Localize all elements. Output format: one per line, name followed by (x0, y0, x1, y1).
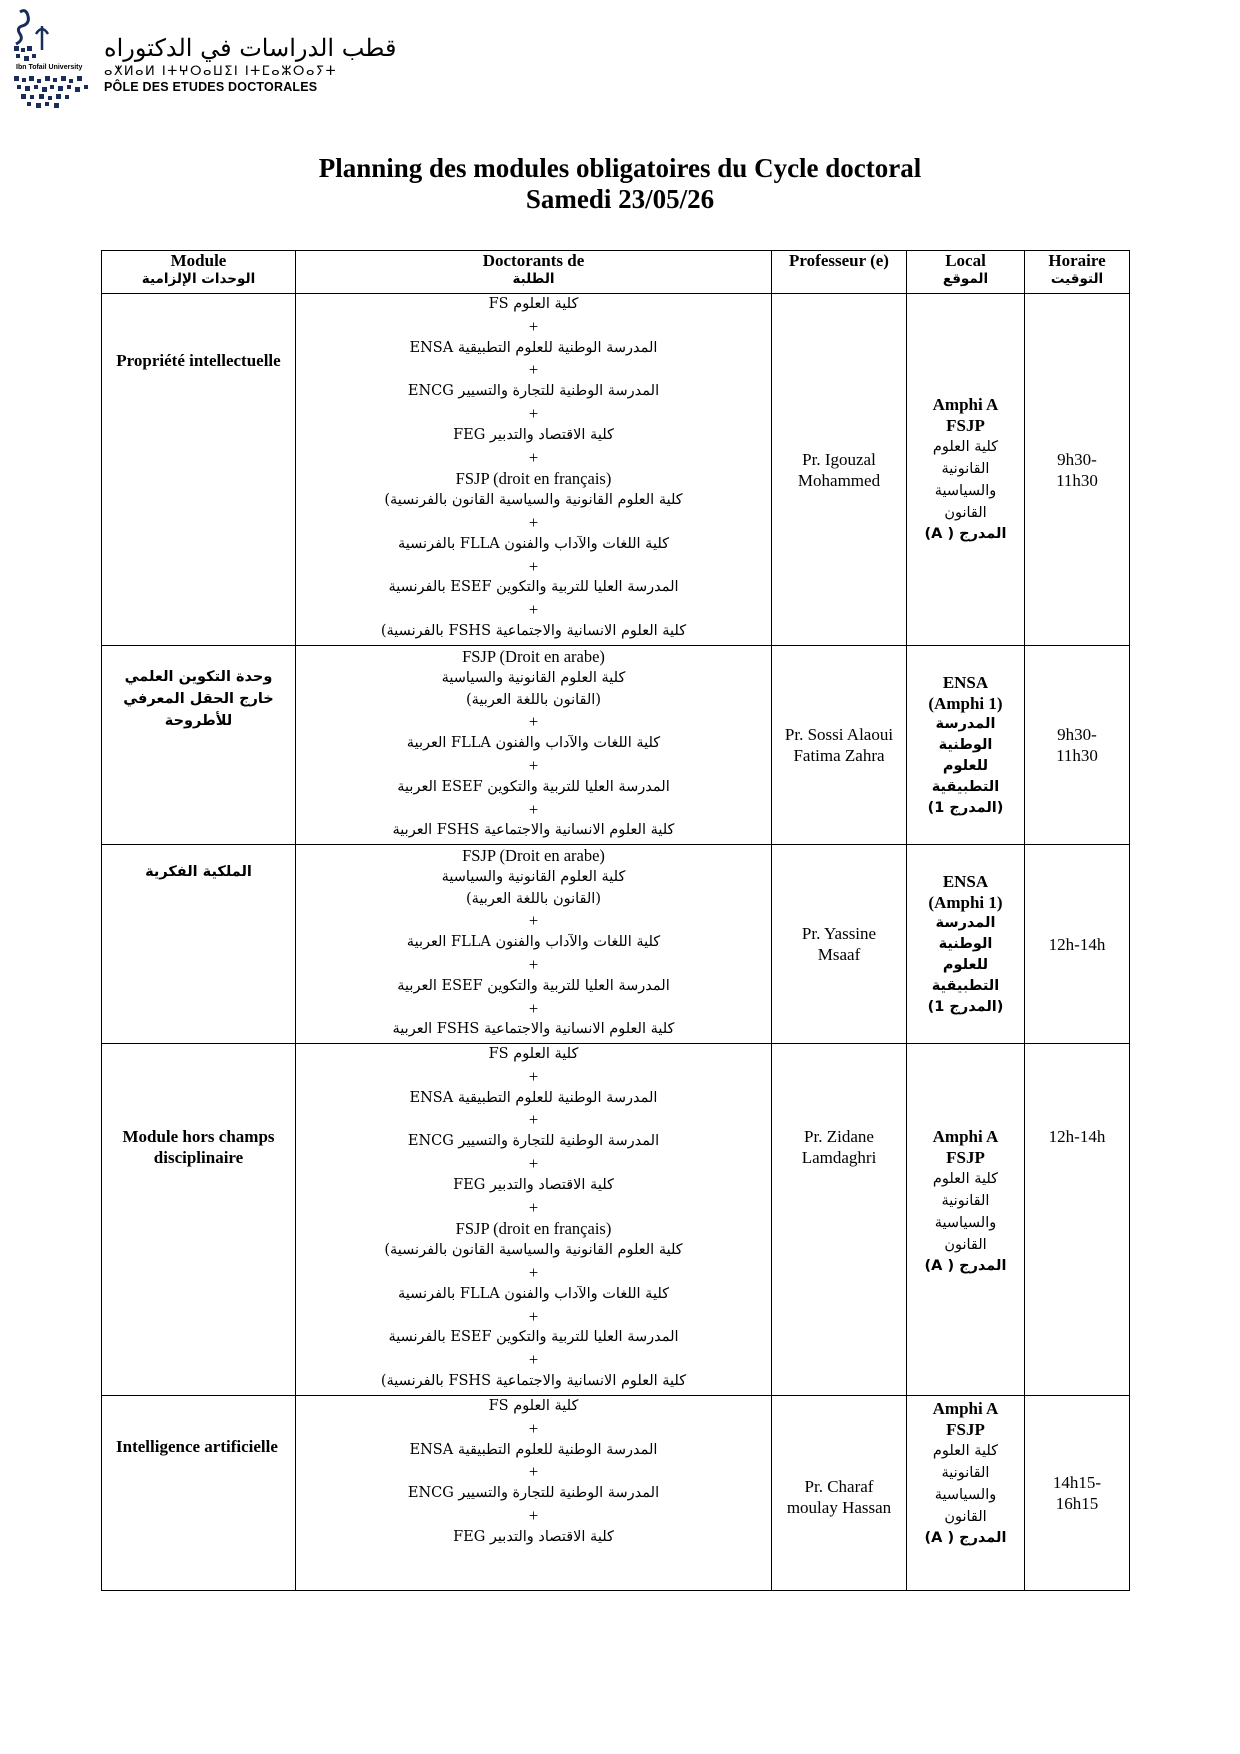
doctorants-line: + (528, 1418, 539, 1438)
doctorants-line: كلية العلوم القانونية والسياسية (441, 669, 626, 686)
doctorants-line: + (528, 954, 539, 974)
local-cell (907, 1396, 1025, 1591)
doctorants-line: FSJP (droit en français) (455, 1219, 612, 1239)
doctorants-cell (296, 1396, 772, 1591)
local-cell (907, 845, 1025, 1044)
doctorants-line: كلية العلوم القانونية والسياسية (441, 868, 626, 885)
professeur-name: Pr. Charaf moulay Hassan (786, 1477, 892, 1517)
doctorants-line: (القانون باللغة العربية) (466, 890, 601, 907)
doctorants-line: كلية العلوم FS (488, 296, 579, 312)
doctorants-line: + (528, 512, 539, 532)
professeur-name: Pr. Yassine Msaaf (801, 924, 877, 964)
table-row (102, 1044, 1130, 1396)
module-cell (102, 294, 296, 646)
header-local: Local الموقع (907, 251, 1025, 294)
doctorants-line: + (528, 360, 539, 380)
doctorants-line: + (528, 1262, 539, 1282)
doctorants-line: كلية العلوم FS (488, 1398, 579, 1414)
professeur-cell (772, 294, 907, 646)
table-row (102, 845, 1130, 1044)
horaire-cell (1025, 1396, 1130, 1591)
doctorants-line: + (528, 1197, 539, 1217)
local-arabic: كلية العلوم القانونية والسياسية القانون (932, 1171, 999, 1253)
doctorants-line: + (528, 1306, 539, 1326)
doctorants-line: + (528, 447, 539, 467)
doctorants-line: + (528, 712, 539, 732)
logo-university-name: Ibn Tofail University (16, 64, 83, 71)
doctorants-line: المدرسة الوطنية للعلوم التطبيقية ENSA (409, 339, 658, 356)
doctorants-line: + (528, 600, 539, 620)
doctorants-line: + (528, 911, 539, 931)
local-main: Amphi A FSJP (932, 1399, 999, 1439)
table-row (102, 646, 1130, 845)
header-module: Module الوحدات الإلزامية (102, 251, 296, 294)
local-main: Amphi A FSJP (932, 395, 999, 435)
doctorants-cell (296, 1044, 772, 1396)
doctorants-line: + (528, 1462, 539, 1482)
table-row (102, 294, 1130, 646)
professeur-cell (772, 646, 907, 845)
logo-arabic-name: قطب الدراسات في الدكتوراه (104, 34, 397, 62)
horaire-cell (1025, 845, 1130, 1044)
local-arabic-bold: المدرج ( A) (924, 1530, 1007, 1546)
doctorants-line: المدرسة الوطنية للعلوم التطبيقية ENSA (409, 1089, 658, 1106)
horaire-value: 12h-14h (1048, 1127, 1106, 1146)
doctorants-line: كلية الاقتصاد والتدبير FEG (453, 426, 614, 443)
doctorants-line: كلية العلوم FS (488, 1046, 579, 1062)
horaire-value: 9h30-11h30 (1056, 449, 1098, 490)
horaire-value: 14h15-16h15 (1052, 1473, 1102, 1513)
doctorants-line: (القانون باللغة العربية) (466, 691, 601, 708)
local-main: ENSA (Amphi 1) (928, 871, 1003, 912)
local-main: ENSA (Amphi 1) (928, 672, 1003, 713)
professeur-name: Pr. Zidane Lamdaghri (801, 1127, 877, 1167)
doctorants-line: المدرسة العليا للتربية والتكوين ESEF بالفرنسية (388, 1329, 679, 1346)
table-row (102, 1396, 1130, 1591)
doctorants-line: كلية الاقتصاد والتدبير FEG (453, 1528, 614, 1545)
doctorants-list (296, 294, 771, 643)
doctorants-line: المدرسة العليا للتربية والتكوين ESEF بالفرنسية (388, 579, 679, 596)
doctorants-line: + (528, 403, 539, 423)
doctorants-cell (296, 845, 772, 1044)
local-main: Amphi A FSJP (932, 1127, 999, 1167)
professeur-name: Pr. Igouzal Mohammed (797, 449, 881, 490)
header-doctorants: Doctorants de الطلبة (296, 251, 772, 294)
professeur-cell (772, 845, 907, 1044)
horaire-cell (1025, 294, 1130, 646)
local-arabic: كلية العلوم القانونية والسياسية القانون (932, 1443, 999, 1525)
doctorants-line: كلية العلوم الانسانية والاجتماعية FSHS العربية (392, 822, 675, 839)
doctorants-line: + (528, 1350, 539, 1370)
schedule-table (101, 250, 1130, 1591)
module-name: Module hors champs disciplinaire (122, 1127, 275, 1167)
university-logo (12, 6, 397, 110)
doctorants-line: كلية العلوم الانسانية والاجتماعية FSHS بالفرنسية) (380, 1372, 687, 1389)
doctorants-line: المدرسة الوطنية للعلوم التطبيقية ENSA (409, 1441, 658, 1458)
logo-tifinagh-name: ⴰⵅⵍⴰⵍ ⵏⵜⵖⵔⴰⵡⵉⵏ ⵏⵜⵎⴰⵣⵔⴰⵢⵜ (104, 64, 338, 79)
doctorants-line: كلية العلوم القانونية والسياسية القانون بالفرنسية) (384, 1242, 683, 1259)
header-professeur: Professeur (e) (772, 251, 907, 294)
doctorants-line: المدرسة الوطنية للتجارة والتسيير ENCG (407, 383, 660, 400)
local-arabic-bold: المدرسة الوطنية للعلوم التطبيقية (المدرج 1) (927, 715, 1004, 816)
doctorants-line: كلية العلوم الانسانية والاجتماعية FSHS العربية (392, 1021, 675, 1038)
doctorants-line: + (528, 998, 539, 1018)
module-cell (102, 845, 296, 1044)
module-name: Intelligence artificielle (116, 1437, 278, 1456)
doctorants-line: كلية العلوم الانسانية والاجتماعية FSHS بالفرنسية) (380, 622, 687, 639)
module-cell (102, 646, 296, 845)
doctorants-list (296, 845, 771, 1041)
doctorants-line: المدرسة العليا للتربية والتكوين ESEF العربية (397, 778, 670, 795)
doctorants-line: + (528, 1153, 539, 1173)
module-name: Propriété intellectuelle (116, 351, 281, 370)
horaire-cell (1025, 1044, 1130, 1396)
doctorants-line: + (528, 1110, 539, 1130)
doctorants-line: FSJP (Droit en arabe) (462, 846, 605, 865)
module-name: الملكية الفكرية (145, 864, 252, 880)
doctorants-line: كلية اللغات والآداب والفنون FLLA بالفرنسية (397, 1285, 670, 1302)
logo-mark-icon (12, 6, 96, 110)
module-cell (102, 1044, 296, 1396)
doctorants-line: + (528, 799, 539, 819)
doctorants-line: + (528, 1066, 539, 1086)
doctorants-cell (296, 294, 772, 646)
logo-french-name: PÔLE DES ETUDES DOCTORALES (104, 80, 318, 94)
doctorants-line: كلية اللغات والآداب والفنون FLLA بالفرنسية (397, 535, 670, 552)
local-cell (907, 294, 1025, 646)
doctorants-line: المدرسة العليا للتربية والتكوين ESEF العربية (397, 977, 670, 994)
doctorants-line: كلية العلوم القانونية والسياسية القانون بالفرنسية) (384, 492, 683, 509)
module-name: وحدة التكوين العلمي خارج الحقل المعرفي للأطروحة (123, 669, 274, 729)
page-title: Planning des modules obligatoires du Cycle doctoral (318, 153, 922, 183)
local-arabic-bold: المدرج ( A) (924, 1258, 1007, 1274)
doctorants-line: المدرسة الوطنية للتجارة والتسيير ENCG (407, 1485, 660, 1502)
module-cell (102, 1396, 296, 1591)
horaire-cell (1025, 646, 1130, 845)
local-arabic-bold: المدرسة الوطنية للعلوم التطبيقية (المدرج 1) (927, 914, 1004, 1015)
local-arabic-bold: المدرج ( A) (924, 526, 1007, 542)
header-horaire: Horaire التوقيت (1025, 251, 1130, 294)
doctorants-line: FSJP (droit en français) (455, 469, 612, 489)
local-arabic: كلية العلوم القانونية والسياسية القانون (932, 439, 999, 521)
doctorants-list (296, 1396, 771, 1549)
doctorants-line: + (528, 556, 539, 576)
professeur-cell (772, 1396, 907, 1591)
doctorants-list (296, 646, 771, 842)
professeur-name: Pr. Sossi Alaoui Fatima Zahra (784, 725, 894, 765)
doctorants-line: + (528, 755, 539, 775)
doctorants-line: FSJP (Droit en arabe) (462, 647, 605, 666)
doctorants-line: كلية الاقتصاد والتدبير FEG (453, 1176, 614, 1193)
horaire-value: 12h-14h (1048, 934, 1106, 954)
doctorants-line: المدرسة الوطنية للتجارة والتسيير ENCG (407, 1133, 660, 1150)
doctorants-cell (296, 646, 772, 845)
doctorants-line: كلية اللغات والآداب والفنون FLLA العربية (406, 934, 661, 951)
local-cell (907, 1044, 1025, 1396)
doctorants-list (296, 1044, 771, 1393)
doctorants-line: + (528, 316, 539, 336)
professeur-cell (772, 1044, 907, 1396)
page-subtitle-date: Samedi 23/05/26 (525, 184, 715, 214)
local-cell (907, 646, 1025, 845)
horaire-value: 9h30-11h30 (1056, 725, 1098, 765)
doctorants-line: + (528, 1505, 539, 1525)
table-header-row (102, 251, 1130, 294)
doctorants-line: كلية اللغات والآداب والفنون FLLA العربية (406, 735, 661, 752)
